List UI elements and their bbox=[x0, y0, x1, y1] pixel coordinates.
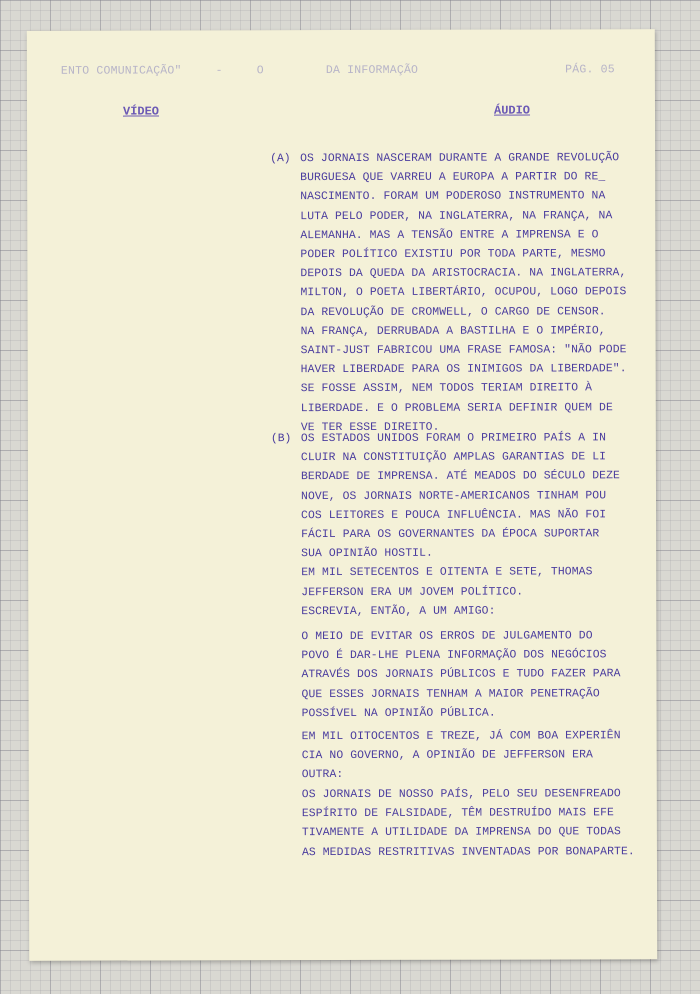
text-line: COS LEITORES E POUCA INFLUÊNCIA. MAS NÃO FOI bbox=[301, 509, 607, 522]
header-subject: DA INFORMAÇÃO bbox=[325, 63, 419, 78]
text-line: BERDADE DE IMPRENSA. ATÉ MEADOS DO SÉCULO DEZE bbox=[300, 470, 621, 484]
text-line: BURGUESA QUE VARREU A EUROPA A PARTIR DO RE_ bbox=[300, 171, 606, 185]
text-line: NA FRANÇA, DERRUBADA A BASTILHA E O IMPÉRIO, bbox=[300, 325, 606, 338]
header-title: ENTO COMUNICAÇÃO" bbox=[60, 64, 182, 78]
text-line: VE TER ESSE DIREITO. bbox=[300, 421, 440, 434]
text-line: SE FOSSE ASSIM, NEM TODOS TERIAM DIREITO À bbox=[300, 382, 593, 396]
text-line: HAVER LIBERDADE PARA OS INIMIGOS DA LIBERDADE". bbox=[300, 363, 627, 377]
text-line: POVO É DAR-LHE PLENA INFORMAÇÃO DOS NEGÓCIOS bbox=[301, 649, 607, 663]
text-line: LIBERDADE. E O PROBLEMA SERIA DEFINIR QUEM DE bbox=[300, 401, 613, 415]
text-line: EM MIL OITOCENTOS E TREZE, JÁ COM BOA EXPERIÊN bbox=[301, 730, 621, 744]
text-line: DEPOIS DA QUEDA DA ARISTOCRACIA. NA INGLATERRA, bbox=[300, 267, 627, 281]
audio-column-heading: ÁUDIO bbox=[493, 103, 531, 118]
text-line: O MEIO DE EVITAR OS ERROS DE JULGAMENTO DO bbox=[301, 630, 593, 644]
text-line: ALEMANHA. MAS A TENSÃO ENTRE A IMPRENSA E O bbox=[300, 229, 599, 242]
text-line: NOVE, OS JORNAIS NORTE-AMERICANOS TINHAM POU bbox=[300, 489, 607, 503]
text-line: ATRAVÉS DOS JORNAIS PÚBLICOS E TUDO FAZER PARA bbox=[301, 668, 621, 682]
section-a-marker: (A) bbox=[270, 153, 291, 166]
section-b-text bbox=[301, 429, 621, 622]
text-line: OUTRA: bbox=[301, 769, 344, 782]
text-line: NASCIMENTO. FORAM UM PODEROSO INSTRUMENTO NA bbox=[300, 190, 606, 204]
text-line: DA REVOLUÇÃO DE CROMWELL, O CARGO DE CENSOR. bbox=[300, 305, 606, 319]
text-line: TIVAMENTE A UTILIDADE DA IMPRENSA DO QUE TODAS bbox=[301, 826, 621, 840]
text-line: QUE ESSES JORNAIS TENHAM A MAIOR PENETRAÇÃO bbox=[301, 687, 600, 701]
text-line: MILTON, O POETA LIBERTÁRIO, OCUPOU, LOGO DEPOIS bbox=[300, 286, 627, 300]
text-line: ESCREVIA, ENTÃO, A UM AMIGO: bbox=[301, 605, 496, 618]
text-line: JEFFERSON ERA UM JOVEM POLÍTICO. bbox=[301, 586, 524, 599]
text-line: SAINT-JUST FABRICOU UMA FRASE FAMOSA: "NÃO PODE bbox=[300, 344, 627, 358]
text-line: SUA OPINIÃO HOSTIL. bbox=[301, 547, 433, 561]
section-b-marker: (B) bbox=[270, 433, 292, 446]
jefferson-quote-2 bbox=[302, 785, 635, 863]
header-o: O bbox=[256, 64, 264, 78]
section-a-text bbox=[300, 149, 627, 438]
text-line: CLUIR NA CONSTITUIÇÃO AMPLAS GARANTIAS DE LI bbox=[300, 451, 607, 465]
text-line: OS ESTADOS UNIDOS FORAM O PRIMEIRO PAÍS A IN bbox=[300, 432, 607, 446]
header-dash: - bbox=[215, 64, 223, 78]
text-line: ESPÍRITO DE FALSIDADE, TÊM DESTRUÍDO MAIS EFE bbox=[301, 807, 614, 821]
text-line: LUTA PELO PODER, NA INGLATERRA, NA FRANÇA, NA bbox=[300, 209, 613, 223]
page-number: PÁG. 05 bbox=[565, 63, 615, 77]
text-line: POSSÍVEL NA OPINIÃO PÚBLICA. bbox=[301, 707, 496, 720]
text-line: PODER POLÍTICO EXISTIU POR TODA PARTE, MESMO bbox=[300, 248, 606, 262]
text-line: OS JORNAIS NASCERAM DURANTE A GRANDE REVOLUÇÃO bbox=[300, 152, 620, 166]
text-line: CIA NO GOVERNO, A OPINIÃO DE JEFFERSON ERA bbox=[301, 749, 593, 763]
page-header bbox=[61, 63, 615, 77]
text-line: OS JORNAIS DE NOSSO PAÍS, PELO SEU DESENFREADO bbox=[301, 788, 621, 802]
text-line: AS MEDIDAS RESTRITIVAS INVENTADAS POR BONAPARTE. bbox=[301, 845, 635, 859]
video-column-heading: VÍDEO bbox=[122, 104, 160, 119]
typewritten-page bbox=[27, 29, 657, 961]
text-line: FÁCIL PARA OS GOVERNANTES DA ÉPOCA SUPORTAR bbox=[301, 528, 600, 542]
jefferson-quote-1 bbox=[301, 627, 620, 724]
paragraph-1813 bbox=[302, 727, 621, 785]
text-line: EM MIL SETECENTOS E OITENTA E SETE, THOMAS bbox=[301, 566, 593, 580]
